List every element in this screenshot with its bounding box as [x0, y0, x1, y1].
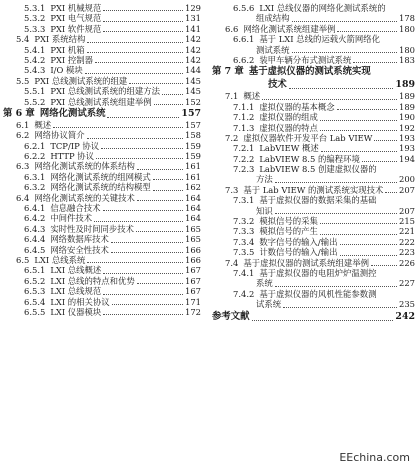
toc-entry-number: 5.5.2	[24, 96, 46, 107]
toc-leader-dots	[353, 62, 397, 63]
toc-entry-title: LXI 仪器模块	[50, 306, 102, 317]
toc-entry-number: 7.1.3	[233, 122, 255, 133]
toc-leader-dots	[371, 265, 397, 266]
toc-entry-page: 167	[185, 286, 201, 297]
toc-entry-title: LXI 总线规范	[50, 286, 102, 297]
toc-entry-title: LXI 总线概述	[50, 265, 102, 276]
toc-entry-title: I/O 模块	[50, 65, 83, 76]
toc-entry-number: 6.5	[16, 254, 30, 265]
toc-entry-title: 试系统	[256, 299, 282, 310]
toc-entry-number: 5.3.3	[24, 23, 46, 34]
toc-entry-page: 144	[185, 65, 201, 76]
toc-leader-dots	[292, 21, 398, 22]
toc-entry-title: 网络化测试系统的体系结构	[34, 161, 135, 172]
toc-entry-number: 6.6	[225, 23, 239, 34]
toc-leader-dots	[53, 127, 183, 128]
toc-entry-number: 5.4.3	[24, 65, 46, 76]
toc-entry-page: 166	[185, 254, 201, 265]
toc-entry-title: PXI 总线测试系统的组建方法	[50, 86, 161, 97]
toc-entry-page: 161	[185, 171, 201, 182]
toc-entry-number: 5.3.1	[24, 2, 46, 13]
toc-leader-dots	[154, 104, 183, 105]
toc-entry-page: 141	[185, 23, 201, 34]
toc-leader-dots	[103, 314, 183, 315]
toc-leader-dots	[111, 252, 183, 253]
toc-leader-dots	[289, 88, 394, 89]
toc-entry-title: HTTP 协议	[50, 151, 94, 162]
toc-entry-page: 158	[185, 130, 201, 141]
toc-entry-number: 7.3.4	[233, 236, 255, 247]
toc-entry-title: 基于 Lab VIEW 的测试系统实现技术	[243, 184, 384, 195]
toc-leader-dots	[101, 148, 183, 149]
toc-entry	[212, 206, 415, 216]
toc-entry-title: LXI 总线系统	[34, 254, 86, 265]
toc-leader-dots	[94, 221, 183, 222]
toc-entry-number: 7.4	[225, 257, 239, 268]
toc-entry-title: LabVIEW 概述	[259, 143, 319, 154]
toc-entry	[3, 55, 201, 65]
toc-entry-number: 7.3	[225, 184, 239, 195]
toc-entry-number: 第 6 章	[3, 107, 35, 119]
toc-entry	[3, 151, 201, 161]
toc-leader-dots	[340, 244, 397, 245]
toc-entry-title: 网络化测试系统的组网模式	[50, 171, 151, 182]
toc-entry-number: 6.3.1	[24, 171, 46, 182]
toc-entry	[212, 299, 415, 309]
toc-entry-title: PXI 总线测试系统组建举例	[50, 96, 152, 107]
toc-entry-number: 5.4.2	[24, 54, 46, 65]
toc-entry	[3, 307, 201, 317]
toc-entry-page: 227	[399, 278, 415, 289]
toc-entry-page: 222	[399, 236, 415, 247]
toc-entry-number: 6.6.2	[233, 54, 255, 65]
toc-entry-title: 虚拟仪器的组成	[259, 112, 318, 123]
toc-entry	[3, 286, 201, 296]
toc-entry-number: 7.2	[225, 132, 239, 143]
toc-entry-page: 189	[399, 91, 415, 102]
toc-entry-page: 152	[185, 96, 201, 107]
toc-entry-number: 6.5.1	[24, 265, 46, 276]
toc-leader-dots	[107, 117, 179, 118]
toc-entry-number: 7.4.2	[233, 288, 255, 299]
toc-entry	[212, 195, 415, 205]
toc-entry-title: 计数信号的输入/输出	[259, 247, 338, 258]
toc-entry-title: LabVIEW 8.5 的编程环境	[259, 153, 360, 164]
toc-leader-dots	[275, 213, 397, 214]
toc-entry-title: 概述	[243, 91, 261, 102]
toc-entry	[3, 13, 201, 23]
toc-entry-number: 7.1.1	[233, 101, 255, 112]
toc-entry-page: 194	[399, 153, 415, 164]
toc-leader-dots	[252, 320, 394, 321]
toc-entry-page: 142	[185, 34, 201, 45]
toc-entry-title: 网络化测试系统的关键技术	[34, 192, 135, 203]
toc-entry-number: 7.3.1	[233, 195, 255, 206]
toc-entry-number: 6.5.5	[24, 306, 46, 317]
toc-entry-title: 信息融合技术	[50, 203, 101, 214]
toc-entry	[3, 65, 201, 75]
toc-entry	[212, 289, 415, 299]
toc-entry-title: 装甲车辆分布式测试系统	[259, 54, 352, 65]
toc-leader-dots	[103, 21, 183, 22]
toc-entry-page: 164	[185, 203, 201, 214]
toc-entry-number: 5.4	[16, 34, 30, 45]
toc-leader-dots	[137, 169, 183, 170]
toc-leader-dots	[320, 223, 397, 224]
toc-entry-page: 235	[399, 299, 415, 310]
toc-entry-number: 6.2.2	[24, 151, 46, 162]
toc-entry-number: 5.4.1	[24, 44, 46, 55]
toc-entry-number: 6.3.2	[24, 182, 46, 193]
toc-entry	[212, 102, 415, 112]
toc-entry-title: 网络数据库技术	[50, 234, 109, 245]
toc-entry	[212, 55, 415, 65]
toc-entry-title: 基于虚拟仪器的风机性能参数测	[259, 288, 377, 299]
toc-entry-page: 171	[185, 296, 201, 307]
toc-leader-dots	[320, 120, 397, 121]
toc-entry-number: 6.5.2	[24, 275, 46, 286]
toc-entry	[212, 310, 415, 323]
toc-entry-number: 5.3.2	[24, 13, 46, 24]
toc-entry-page: 190	[399, 112, 415, 123]
toc-leader-dots	[96, 158, 183, 159]
toc-entry	[212, 34, 415, 44]
toc-leader-dots	[111, 242, 183, 243]
toc-leader-dots	[321, 151, 397, 152]
toc-entry-number: 6.4.5	[24, 244, 46, 255]
toc-entry	[212, 164, 415, 174]
toc-entry-page: 221	[399, 226, 415, 237]
toc-entry-number: 7.2.1	[233, 143, 255, 154]
toc-entry-title: 模拟信号的产生	[259, 226, 318, 237]
toc-leader-dots	[374, 140, 397, 141]
toc-entry	[3, 224, 201, 234]
toc-entry-number: 6.2	[16, 130, 30, 141]
toc-entry	[212, 216, 415, 226]
toc-entry	[212, 268, 415, 278]
toc-entry-title: TCP/IP 协议	[50, 140, 100, 151]
toc-entry-number: 6.4.2	[24, 213, 46, 224]
toc-entry-number: 6.4.1	[24, 203, 46, 214]
toc-entry-page: 131	[185, 13, 201, 24]
toc-entry-number: 5.5	[16, 75, 30, 86]
toc-leader-dots	[95, 62, 183, 63]
toc-entry-page: 145	[185, 75, 201, 86]
toc-entry-title: 网络协议简介	[34, 130, 85, 141]
toc-entry-page: 189	[395, 79, 415, 91]
toc-leader-dots	[137, 200, 183, 201]
toc-entry-title: 模拟信号的采集	[259, 216, 318, 227]
toc-leader-dots	[87, 42, 183, 43]
toc-entry-page: 242	[395, 310, 415, 322]
toc-entry-title: 数字信号的输入/输出	[259, 236, 338, 247]
toc-entry-title: 虚拟仪器软件开发平台 Lab VIEW	[243, 132, 373, 143]
toc-leader-dots	[87, 262, 183, 263]
toc-entry-page: 207	[399, 184, 415, 195]
toc-entry	[212, 65, 415, 78]
toc-entry-number: 6.5.3	[24, 286, 46, 297]
toc-entry-title: LXI 的相关协议	[50, 296, 110, 307]
toc-entry-title: 基于虚拟仪器的测试系统组建举例	[243, 257, 369, 268]
toc-entry	[3, 172, 201, 182]
toc-entry-page: 159	[185, 140, 201, 151]
toc-entry-page: 157	[181, 107, 201, 119]
toc-entry-title: PXI 控制器	[50, 54, 94, 65]
toc-leader-dots	[103, 10, 183, 11]
toc-entry-title: PXI 电气规范	[50, 13, 102, 24]
toc-entry	[3, 120, 201, 130]
toc-entry-title: 实时性及时间同步技术	[50, 223, 135, 234]
toc-entry-title: 测试系统	[256, 44, 290, 55]
toc-entry-number: 7.2.2	[233, 153, 255, 164]
toc-entry-title: PXI 系统结构	[34, 34, 86, 45]
toc-leader-dots	[136, 231, 183, 232]
toc-right-column	[212, 3, 415, 323]
toc-entry-page: 180	[399, 44, 415, 55]
toc-entry	[3, 265, 201, 275]
toc-leader-dots	[103, 294, 183, 295]
toc-entry-number: 7.1	[225, 91, 239, 102]
toc-entry-title: 网络化测试系统组建举例	[243, 23, 336, 34]
toc-entry	[212, 24, 415, 34]
toc-leader-dots	[292, 52, 398, 53]
toc-entry-number: 第 7 章	[212, 66, 244, 78]
toc-entry	[212, 78, 415, 91]
toc-entry-title: 网络化测试系统的结构模型	[50, 182, 151, 193]
toc-entry	[3, 276, 201, 286]
toc-entry-number: 6.3	[16, 161, 30, 172]
toc-entry-page: 145	[185, 86, 201, 97]
toc-entry-page: 193	[399, 143, 415, 154]
toc-entry-page: 142	[185, 44, 201, 55]
toc-leader-dots	[337, 31, 397, 32]
toc-entry-page: 193	[399, 132, 415, 143]
toc-entry-page: 164	[185, 213, 201, 224]
toc-entry	[212, 237, 415, 247]
toc-leader-dots	[340, 255, 397, 256]
toc-entry-number: 6.1	[16, 119, 30, 130]
toc-leader-dots	[283, 307, 397, 308]
toc-entry-number: 6.5.6	[233, 2, 255, 13]
toc-leader-dots	[87, 52, 183, 53]
toc-entry-title: 中间件技术	[50, 213, 93, 224]
toc-leader-dots	[153, 179, 183, 180]
toc-entry-title: PXI 总线测试系统的组建	[34, 75, 128, 86]
watermark: EEchina.com	[339, 451, 410, 464]
toc-leader-dots	[112, 304, 183, 305]
toc-entry-title: 知识	[256, 205, 273, 216]
toc-entry	[3, 45, 201, 55]
toc-entry	[3, 203, 201, 213]
toc-entry-number: 7.2.3	[233, 164, 255, 175]
toc-entry	[3, 193, 201, 203]
toc-entry-number: 7.3.2	[233, 216, 255, 227]
toc-entry-page: 192	[399, 122, 415, 133]
toc-entry-page: 167	[185, 265, 201, 276]
toc-entry-page: 180	[399, 23, 415, 34]
toc-leader-dots	[362, 161, 397, 162]
toc-entry-title: LXI 总线仪器的网络化测试系统的	[259, 2, 386, 13]
toc-entry	[212, 123, 415, 133]
toc-entry-number: 6.5.4	[24, 296, 46, 307]
toc-entry-number: 6.6.1	[233, 34, 255, 45]
toc-entry	[3, 141, 201, 151]
toc-entry	[3, 34, 201, 44]
toc-entry-number: 5.5.1	[24, 86, 46, 97]
toc-entry	[212, 91, 415, 101]
toc-leader-dots	[153, 190, 183, 191]
toc-entry	[212, 258, 415, 268]
toc-entry-page: 142	[185, 54, 201, 65]
toc-leader-dots	[137, 283, 183, 284]
toc-entry-page: 200	[399, 174, 415, 185]
toc-entry	[212, 133, 415, 143]
toc-entry-page: 129	[185, 2, 201, 13]
toc-entry-title: PXI 机箱	[50, 44, 85, 55]
toc-entry	[3, 245, 201, 255]
toc-entry-page: 167	[185, 275, 201, 286]
toc-entry	[212, 247, 415, 257]
toc-leader-dots	[103, 273, 183, 274]
toc-entry-title: 方法	[256, 174, 273, 185]
toc-entry	[3, 182, 201, 192]
toc-entry-page: 223	[399, 247, 415, 258]
toc-leader-dots	[275, 182, 397, 183]
toc-entry-number: 7.3.5	[233, 247, 255, 258]
toc-entry-title: 系统	[256, 278, 273, 289]
toc-entry	[3, 86, 201, 96]
toc-entry-page: 207	[399, 205, 415, 216]
toc-leader-dots	[275, 286, 397, 287]
toc-entry-title: 虚拟仪器的基本概念	[259, 101, 335, 112]
toc-entry-page: 226	[399, 257, 415, 268]
toc-entry-page: 172	[185, 306, 201, 317]
toc-leader-dots	[103, 210, 183, 211]
toc-entry-page: 166	[185, 244, 201, 255]
toc-entry	[212, 278, 415, 288]
toc-entry-title: 基于虚拟仪器的电阻炉炉温测控	[259, 267, 377, 278]
toc-leader-dots	[320, 130, 397, 131]
toc-entry-page: 157	[185, 119, 201, 130]
toc-entry-title: 参考文献	[212, 310, 250, 322]
toc-leader-dots	[385, 192, 397, 193]
toc-entry	[3, 255, 201, 265]
toc-entry-page: 165	[185, 223, 201, 234]
toc-entry	[3, 213, 201, 223]
toc-entry	[3, 3, 201, 13]
toc-entry	[3, 297, 201, 307]
toc-entry	[212, 45, 415, 55]
toc-entry	[3, 234, 201, 244]
toc-entry-number: 7.3.3	[233, 226, 255, 237]
toc-leader-dots	[87, 138, 183, 139]
toc-entry-page: 162	[185, 182, 201, 193]
toc-entry-number: 6.4	[16, 192, 30, 203]
toc-entry-title: LXI 总线的特点和优势	[50, 275, 135, 286]
toc-entry-title: 网络安全性技术	[50, 244, 109, 255]
toc-entry-title: PXI 软件规范	[50, 23, 102, 34]
toc-entry-page: 164	[185, 192, 201, 203]
toc-entry	[212, 112, 415, 122]
toc-entry-title: 基于虚拟仪器的测试系统实现	[248, 66, 371, 78]
toc-left-column	[3, 3, 201, 317]
toc-leader-dots	[85, 73, 183, 74]
toc-leader-dots	[103, 31, 183, 32]
toc-entry	[212, 226, 415, 236]
toc-entry	[212, 143, 415, 153]
toc-entry	[3, 97, 201, 107]
toc-entry-page: 161	[185, 161, 201, 172]
toc-entry-title: 基于 LXI 总线的运载火箭网络化	[259, 34, 380, 45]
toc-entry	[212, 154, 415, 164]
toc-entry	[212, 174, 415, 184]
toc-leader-dots	[162, 94, 183, 95]
toc-entry-number: 7.4.1	[233, 267, 255, 278]
toc-entry	[3, 130, 201, 140]
toc-entry	[212, 13, 415, 23]
toc-entry	[3, 24, 201, 34]
toc-entry	[3, 107, 201, 120]
toc-entry	[3, 161, 201, 171]
toc-entry-page: 215	[399, 216, 415, 227]
toc-entry-number: 7.1.2	[233, 112, 255, 123]
toc-entry-page: 165	[185, 234, 201, 245]
toc-leader-dots	[320, 234, 397, 235]
toc-leader-dots	[262, 99, 397, 100]
toc-entry-page: 178	[399, 13, 415, 24]
toc-entry-title: 技术	[268, 79, 287, 91]
toc-entry-title: 网络化测试系统	[39, 107, 106, 119]
toc-entry	[212, 3, 415, 13]
toc-entry-number: 6.2.1	[24, 140, 46, 151]
toc-entry-page: 159	[185, 151, 201, 162]
toc-entry-title: LabVIEW 8.5 创建虚拟仪器的	[259, 164, 377, 175]
toc-entry	[3, 76, 201, 86]
toc-entry-page: 183	[399, 54, 415, 65]
toc-leader-dots	[337, 109, 397, 110]
toc-entry-number: 6.4.3	[24, 223, 46, 234]
toc-entry-title: 虚拟仪器的特点	[259, 122, 318, 133]
toc-entry-title: 基于虚拟仪器的数据采集的基础	[259, 195, 377, 206]
toc-entry-title: 概述	[34, 119, 52, 130]
toc-entry-title: 组成结构	[256, 13, 290, 24]
toc-entry-number: 6.4.4	[24, 234, 46, 245]
toc-entry-page: 189	[399, 101, 415, 112]
toc-entry-title: PXI 机械规范	[50, 2, 102, 13]
toc-entry	[212, 185, 415, 195]
toc-leader-dots	[129, 83, 183, 84]
